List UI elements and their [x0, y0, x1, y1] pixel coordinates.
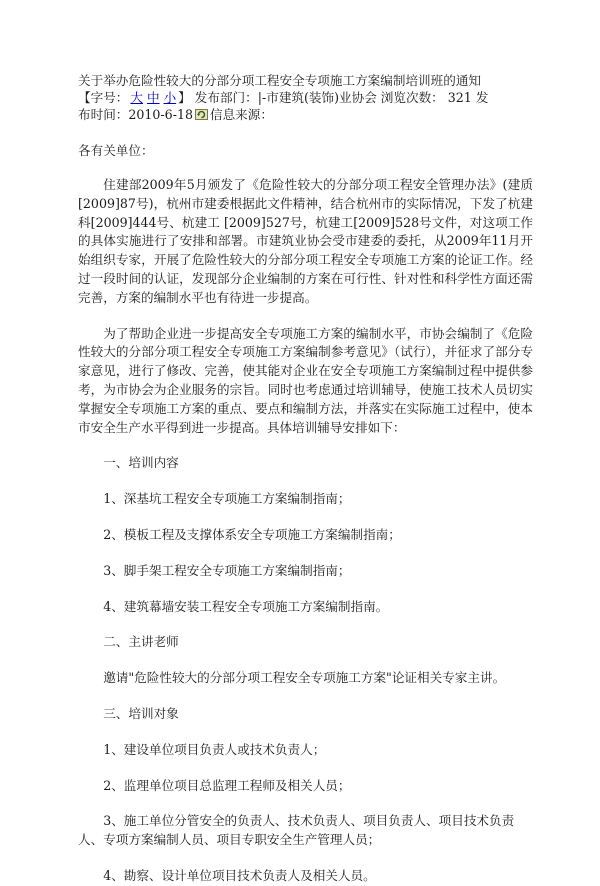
- list-item: 2、模板工程及支撑体系安全专项施工方案编制指南；: [103, 526, 401, 542]
- list-item: 3、施工单位分管安全的负责人、技术负责人、项目负责人、项目技术负责人、专项方案编制人员、项目专职安全生产管理人员；: [78, 813, 515, 848]
- list-item: 3、脚手架工程安全专项施工方案编制指南；: [103, 562, 351, 578]
- list-item: 1、建设单位项目负责人或技术负责人；: [103, 741, 326, 757]
- section-1-title: 一、培训内容: [103, 455, 179, 471]
- info-source: 信息来源：: [209, 107, 273, 122]
- font-size-label: 【字号：: [78, 90, 129, 105]
- font-size-small-link[interactable]: 小: [163, 90, 177, 105]
- paragraph-1: 住建部2009年5月颁发了《危险性较大的分部分项工程安全管理办法》(建质[2009]87号)，杭州市建委根据此文件精神，结合杭州市的实际情况，下发了杭建科[2009]444号、杭建工 [2009]527号，杭建工[2009]528号文件，对这项工作的具体实施进行了安排和部署。市建筑业协会受市建委的委托，从2009年11月开始组织专家，开展了危险性较大的分部分项工程安全专项施工方案的论证工作。经过一段时间的认证，发现部分企业编制的方案在可行性、针对性和科学性方面还需完善，方案的编制水平也有待进一步提高。: [78, 177, 533, 305]
- section-2-text: 邀请"危险性较大的分部分项工程安全专项施工方案"论证相关专家主讲。: [103, 670, 506, 686]
- publisher-info: 发布部门：|-市建筑(装饰)业协会 浏览次数： 321 发: [194, 90, 489, 105]
- section-2-title: 二、主讲老师: [103, 634, 179, 650]
- list-item: 1、深基坑工程安全专项施工方案编制指南；: [103, 491, 351, 507]
- section-3-title: 三、培训对象: [103, 705, 179, 721]
- list-item: 4、勘察、设计单位项目技术负责人及相关人员。: [103, 867, 376, 883]
- paragraph-2: 为了帮助企业进一步提高安全专项施工方案的编制水平，市协会编制了《危险性较大的分部分项工程安全专项施工方案编制参考意见》（试行），并征求了部分专家意见，进行了修改、完善，使其能对企业在安全专项施工方案编制过程中提供参考，为市协会为企业服务的宗旨。同时也考虑通过培训辅导，使施工技术人员切实掌握安全专项施工方案的重点、要点和编制方法，并落实在实际施工过程中，使本市安全生产水平得到进一步提高。具体培训辅导安排如下：: [78, 325, 533, 435]
- salutation: 各有关单位：: [78, 143, 154, 158]
- publish-time: 布时间：2010-6-18: [78, 107, 193, 122]
- meta-line-2: [78, 106, 533, 123]
- font-size-large-link[interactable]: 大: [130, 90, 143, 105]
- font-size-bracket-close: 】: [178, 90, 191, 105]
- refresh-info-icon: [195, 109, 208, 120]
- list-item: 4、建筑幕墙安装工程安全专项施工方案编制指南。: [103, 598, 389, 614]
- meta-line: [78, 89, 533, 106]
- notice-title: 关于举办危险性较大的分部分项工程安全专项施工方案编制培训班的通知: [78, 73, 481, 88]
- list-item: 2、监理单位项目总监理工程师及相关人员；: [103, 777, 351, 793]
- font-size-medium-link[interactable]: 中: [146, 90, 160, 105]
- notice-document: [78, 72, 533, 886]
